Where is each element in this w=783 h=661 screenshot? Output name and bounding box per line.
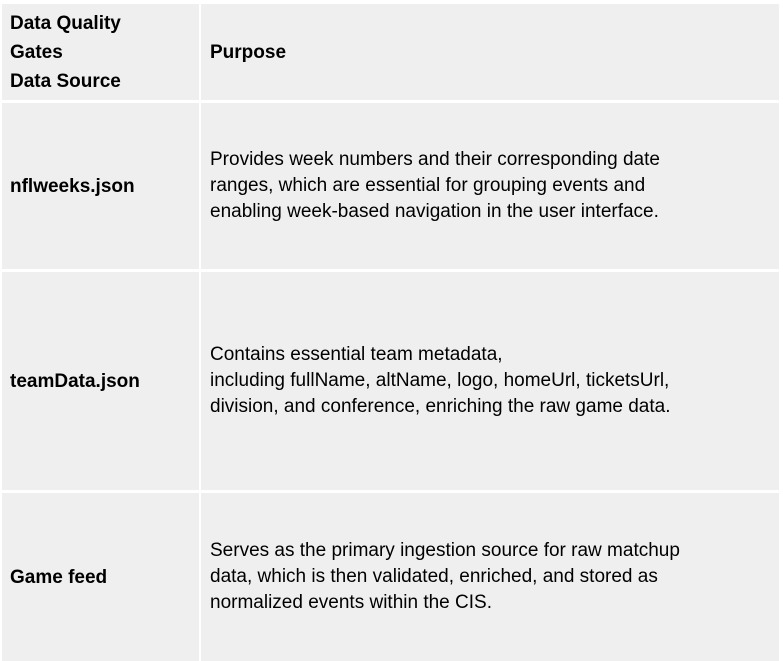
column-header-data-source: Data Quality Gates Data Source <box>10 12 121 92</box>
table-row-teamdata-purpose-cell <box>201 272 779 490</box>
data-source-name: nflweeks.json <box>10 175 135 197</box>
header-cell-purpose <box>201 4 779 100</box>
data-source-purpose: Provides week numbers and their corresponding date ranges, which are essential for grouping events and enabling week-based navigation in the user interface. <box>210 149 660 222</box>
table-row-gamefeed-purpose-cell <box>201 493 779 661</box>
data-source-name: Game feed <box>10 566 108 588</box>
data-sources-table <box>2 4 779 661</box>
header-cell-data-source <box>2 4 199 100</box>
table-row-nflweeks-source-cell <box>2 103 199 269</box>
column-header-purpose: Purpose <box>210 41 287 63</box>
data-source-purpose: Serves as the primary ingestion source for raw matchup data, which is then validated, enriched, and stored as normalized events within the CIS. <box>210 540 680 613</box>
data-source-name: teamData.json <box>10 370 140 392</box>
table-row-teamdata-source-cell <box>2 272 199 490</box>
data-source-purpose: Contains essential team metadata, including fullName, altName, logo, homeUrl, ticketsUrl, division, and conference, enriching the raw game data. <box>210 344 671 417</box>
table-row-gamefeed-source-cell <box>2 493 199 661</box>
table-row-nflweeks-purpose-cell <box>201 103 779 269</box>
